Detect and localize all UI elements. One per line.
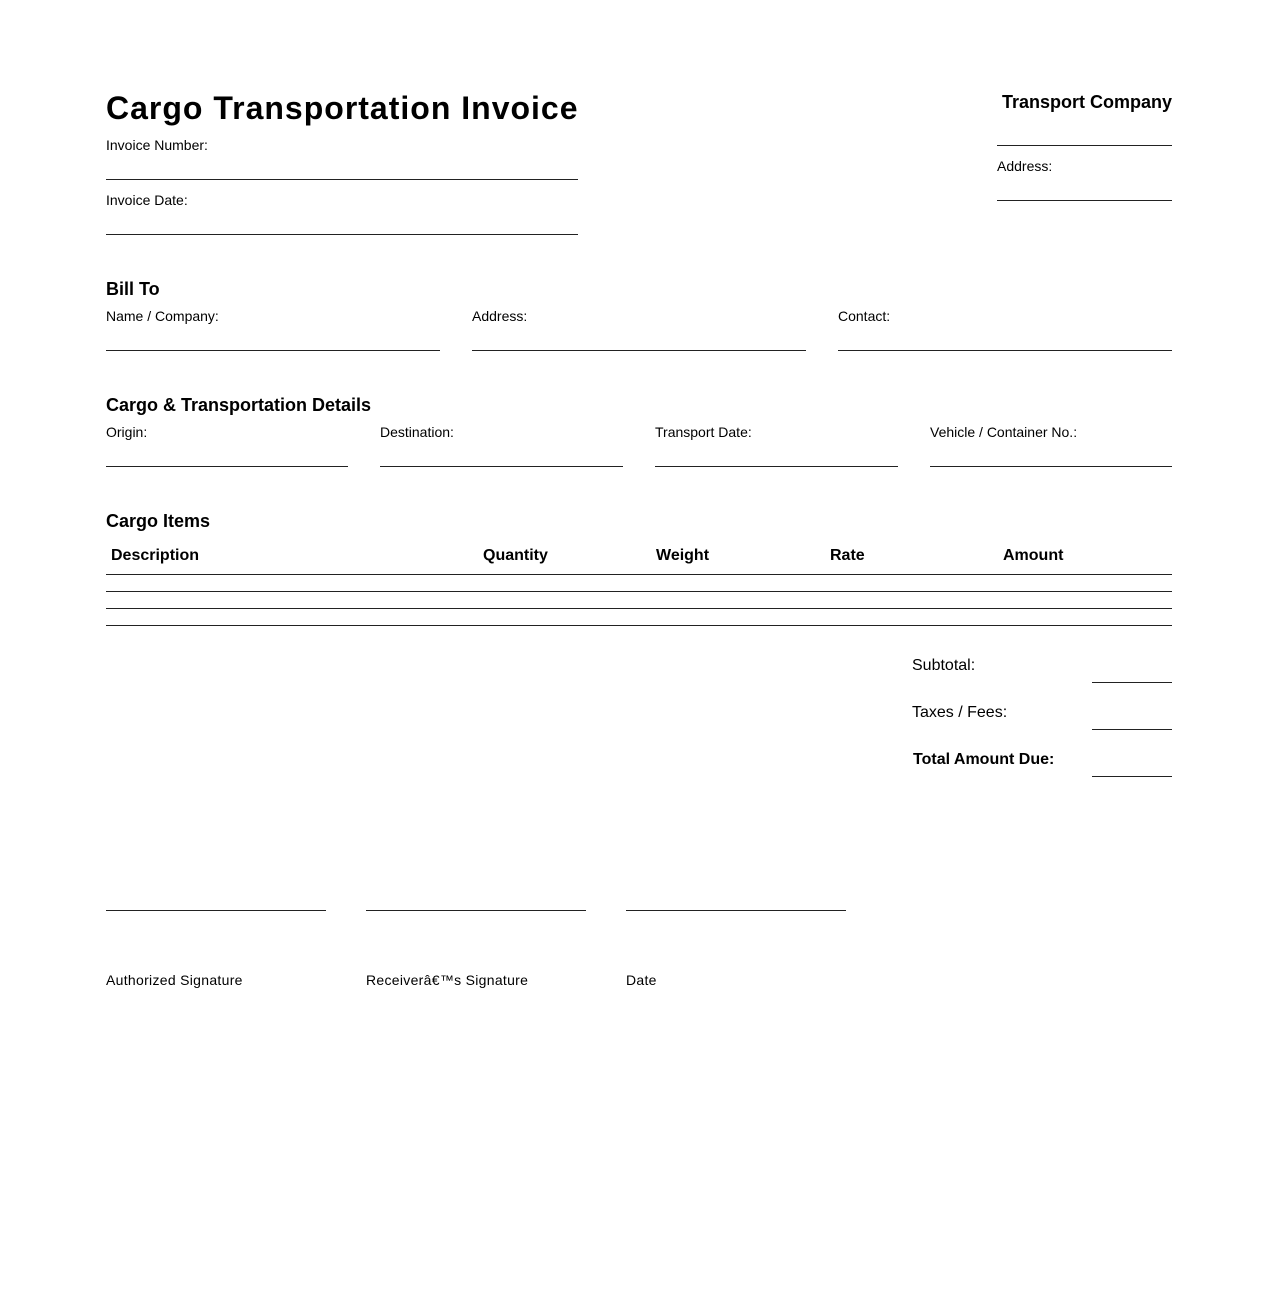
bill-to-contact-label: Contact:	[838, 308, 891, 324]
invoice-number-field[interactable]	[106, 159, 578, 177]
column-header-description: Description	[111, 547, 200, 564]
bill-to-name-label: Name / Company:	[106, 308, 219, 324]
table-row[interactable]	[106, 609, 1172, 625]
company-address-line	[997, 200, 1172, 201]
signature-date-label: Date	[626, 972, 657, 988]
subtotal-label: Subtotal:	[912, 657, 976, 674]
company-address-field[interactable]	[997, 180, 1172, 198]
column-header-rate: Rate	[830, 547, 865, 564]
transport-date-line	[655, 466, 898, 467]
subtotal-line	[1092, 682, 1172, 683]
bill-to-name-line	[106, 350, 440, 351]
invoice-date-field[interactable]	[106, 214, 578, 232]
taxes-fees-field[interactable]	[1092, 709, 1172, 727]
receiver-signature-field[interactable]	[366, 890, 586, 910]
vehicle-container-line	[930, 466, 1172, 467]
invoice-number-line	[106, 179, 578, 180]
destination-field[interactable]	[380, 446, 623, 464]
transport-company-field[interactable]	[997, 125, 1172, 143]
authorized-signature-field[interactable]	[106, 890, 326, 910]
bill-to-address-line	[472, 350, 806, 351]
table-row-rule	[106, 625, 1172, 626]
total-amount-due-label: Total Amount Due:	[913, 751, 1055, 768]
destination-line	[380, 466, 623, 467]
invoice-title: Cargo Transportation Invoice	[106, 90, 579, 126]
bill-to-heading: Bill To	[106, 279, 160, 299]
invoice-number-label: Invoice Number:	[106, 137, 208, 153]
bill-to-contact-field[interactable]	[838, 330, 1172, 348]
taxes-fees-label: Taxes / Fees:	[912, 704, 1008, 721]
total-amount-due-field[interactable]	[1092, 756, 1172, 774]
origin-line	[106, 466, 348, 467]
column-header-weight: Weight	[656, 547, 710, 564]
column-header-quantity: Quantity	[483, 547, 548, 564]
receiver-signature-label: Receiverâ€™s Signature	[366, 972, 529, 988]
transport-date-field[interactable]	[655, 446, 898, 464]
company-address-label: Address:	[997, 158, 1053, 174]
table-row[interactable]	[106, 575, 1172, 591]
details-heading: Cargo & Transportation Details	[106, 395, 372, 415]
vehicle-container-field[interactable]	[930, 446, 1172, 464]
subtotal-field[interactable]	[1092, 662, 1172, 680]
cargo-items-heading: Cargo Items	[106, 511, 211, 531]
receiver-signature-line	[366, 910, 586, 911]
invoice-date-label: Invoice Date:	[106, 192, 188, 208]
bill-to-address-label: Address:	[472, 308, 528, 324]
origin-field[interactable]	[106, 446, 348, 464]
transport-date-label: Transport Date:	[655, 424, 752, 440]
table-row[interactable]	[106, 592, 1172, 608]
bill-to-contact-line	[838, 350, 1172, 351]
destination-label: Destination:	[380, 424, 454, 440]
vehicle-container-label: Vehicle / Container No.:	[930, 424, 1078, 440]
taxes-fees-line	[1092, 729, 1172, 730]
column-header-amount: Amount	[1003, 547, 1064, 564]
transport-company-label: Transport Company	[1001, 92, 1172, 112]
origin-label: Origin:	[106, 424, 148, 440]
signature-date-field[interactable]	[626, 890, 846, 910]
invoice-date-line	[106, 234, 578, 235]
authorized-signature-line	[106, 910, 326, 911]
bill-to-address-field[interactable]	[472, 330, 806, 348]
bill-to-name-field[interactable]	[106, 330, 440, 348]
total-amount-due-line	[1092, 776, 1172, 777]
authorized-signature-label: Authorized Signature	[106, 972, 243, 988]
transport-company-line	[997, 145, 1172, 146]
signature-date-line	[626, 910, 846, 911]
